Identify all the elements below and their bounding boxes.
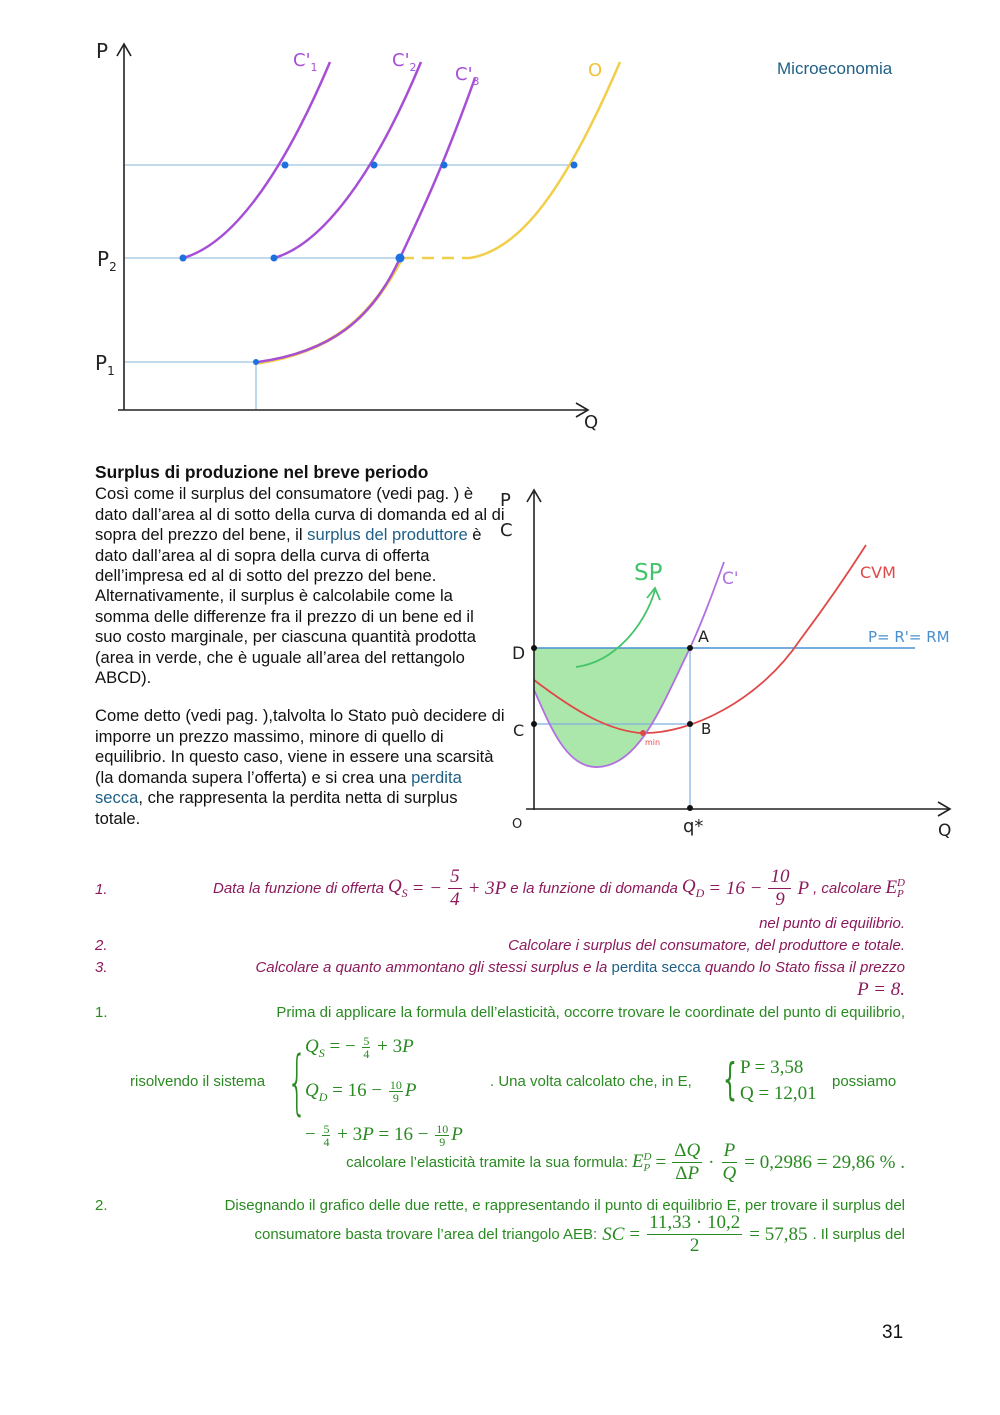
fraction-10-9: $\frac{10}{9}$ (770, 866, 790, 910)
point (571, 162, 578, 169)
axis-label-p: P (500, 490, 511, 511)
solution-1-line1: Prima di applicare la formula dell’elasticità, occorre trovare le coordinate del punto di equilibrio, (276, 1004, 905, 1021)
solution-1-possiamo: possiamo (832, 1073, 897, 1090)
exercise-1: Data la funzione di offerta $Q_S$ = − $\frac{5}{4}$ + 3P e la funzione di domanda $Q_D$ = 16 − $\frac{10}{9}$ P , calcolare E D P (212, 866, 905, 910)
label-c: C (513, 721, 525, 740)
paragraph-2: Come detto (vedi pag. ),talvolta lo Stato può decidere di imporre un prezzo massimo, minore di quello di equilibrio. In questo caso, viene in essere una scarsità (la domanda supera l’offerta) e si crea una perdita secca, che rappresenta la perdita netta di surplus totale. (95, 706, 505, 828)
supply-function: $Q_S$ (387, 876, 408, 900)
label-sp: SP (634, 560, 663, 586)
exercise-3-price: P = 8. (857, 979, 905, 1000)
point (371, 162, 378, 169)
point-min (640, 730, 646, 736)
solution-1-number: 1. (95, 1004, 108, 1021)
producer-surplus-section (95, 462, 505, 829)
label-a: A (698, 627, 709, 646)
exercise-2-number: 2. (95, 937, 108, 954)
section-title: Surplus di produzione nel breve periodo (95, 462, 429, 482)
supply-curve-lower (258, 258, 402, 363)
axis-label-c: C (500, 520, 513, 541)
link-surplus-produttore[interactable]: surplus del produttore (307, 525, 468, 545)
point (180, 255, 187, 262)
point (253, 359, 259, 365)
exercise-3: Calcolare a quanto ammontano gli stessi surplus e la perdita secca quando lo Stato fissa il prezzo (255, 959, 905, 976)
point-d (531, 645, 537, 651)
consumer-surplus-fraction: $\frac{11,33 \cdot 10,2}{2}$ (649, 1212, 741, 1256)
curve-c2 (274, 62, 421, 258)
system-brace: { (287, 1041, 308, 1123)
solution-2-line2: consumatore basta trovare l’area del triangolo AEB: SC = $\frac{11,33 \cdot 10,2}{2}$ = 57,85 . Il surplus del (254, 1212, 905, 1256)
label-c2: $C'_2$ (392, 50, 417, 74)
solution-2-line1: Disegnando il grafico delle due rette, e rappresentando il punto di equilibrio E, per trovare il surplus del (224, 1197, 905, 1214)
exercise-2: Calcolare i surplus del consumatore, del produttore e totale. (508, 937, 905, 954)
solution-1-mid: . Una volta calcolato che, in E, (490, 1073, 692, 1090)
label-p1: $P_1$ (95, 351, 115, 378)
label-price-line: P= R'= RM (868, 628, 950, 646)
point-c (531, 721, 537, 727)
producer-surplus-figure (500, 482, 960, 842)
equilibrium-values: P = 3,58 Q = 12,01 (740, 1057, 817, 1104)
exercise-1-number: 1. (95, 881, 108, 898)
solution-2-number: 2. (95, 1197, 108, 1214)
exercise-3-number: 3. (95, 959, 108, 976)
page-number: 31 (882, 1322, 904, 1343)
point (271, 255, 278, 262)
equation-system: $Q_S$ = − $\frac{5}{4}$ + 3P $Q_D = 16$ − $\frac{10}{9}$ P − $\frac{5}{4}$ + 3P = 16 − $\frac{10}{9}$ P (305, 1034, 463, 1149)
point (396, 254, 405, 263)
cost-curves-figure (80, 30, 640, 440)
demand-function: $Q_D$ (681, 876, 705, 900)
supply-curve-upper (470, 62, 620, 258)
label-d: D (512, 644, 526, 664)
point (441, 162, 448, 169)
label-b: B (701, 720, 712, 738)
result-brace: { (723, 1054, 737, 1105)
label-c1: $C'_1$ (293, 50, 318, 74)
label-min: min (645, 738, 661, 747)
paragraph-1: Così come il surplus del consumatore (vedi pag. ) è dato dall’area al di sotto della curva di domanda ed al di sopra del prezzo del bene, il surplus del produttore è dato dall’area al di sopra della curva di offerta dell’impresa ed al di sotto del prezzo del bene. Alternativamente, il surplus è calcolabile come la somma delle differenze fra il prezzo di un bene ed il suo costo marginale, per ciascuna quantità prodotta (area in verde, che è uguale all’area del rettangolo ABCD). (95, 484, 505, 688)
axis-label-p: P (96, 39, 109, 63)
curve-c1 (183, 62, 330, 258)
page-header: Microeconomia (777, 59, 893, 78)
fraction-5-4: $\frac{5}{4}$ (450, 866, 460, 910)
point (282, 162, 289, 169)
axis-label-q: Q (584, 412, 599, 433)
point-qstar (687, 805, 693, 811)
exercise-1-cont: nel punto di equilibrio. (759, 915, 905, 932)
label-cprime: C' (722, 569, 739, 589)
elasticity-symbol: E D P (885, 876, 905, 900)
label-c3: $C'_3$ (455, 64, 480, 88)
origin-label: O (512, 817, 523, 832)
solution-1-system-label: risolvendo il sistema (130, 1073, 266, 1090)
solution-1-elasticity: calcolare l’elasticità tramite la sua formula: E D P = $\frac{\Delta Q}{\Delta P}$ · $\frac{P}{Q}$ = 0,2986 = 29,86 % . (346, 1140, 905, 1184)
surplus-area (534, 648, 690, 767)
axis-label-q: Q (938, 821, 952, 841)
point-b (687, 721, 693, 727)
point-a (687, 645, 693, 651)
link-perdita-secca[interactable]: perdita secca (95, 767, 462, 808)
label-p2: $P_2$ (97, 247, 117, 274)
label-o: O (588, 60, 603, 81)
label-qstar: q* (683, 816, 704, 837)
curve-c3 (258, 78, 475, 362)
link-perdita-secca-2[interactable]: perdita secca (611, 959, 701, 976)
label-cvm: CVM (860, 563, 896, 582)
